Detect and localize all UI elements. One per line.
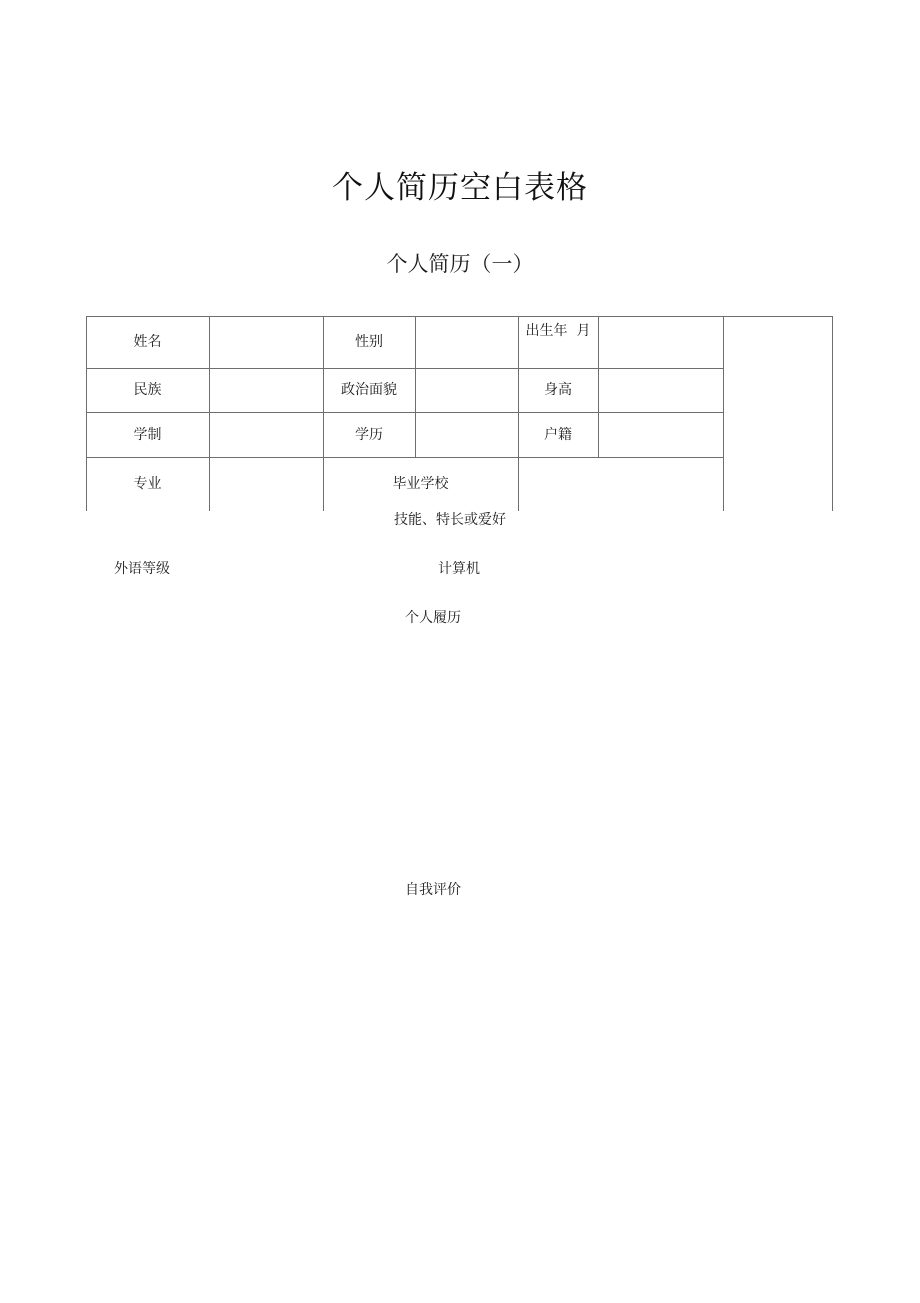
computer-field[interactable]	[490, 556, 830, 582]
ethnicity-field[interactable]	[210, 369, 323, 412]
birth-date-label: 出生年 月	[525, 323, 591, 339]
major-label: 专业	[133, 476, 162, 492]
skills-section-label: 技能、特长或爱好	[394, 512, 506, 528]
self-evaluation-field[interactable]	[86, 904, 833, 1144]
graduated-school-field[interactable]	[519, 458, 723, 511]
photo-field[interactable]	[724, 317, 832, 511]
major-field[interactable]	[210, 458, 323, 511]
name-label: 姓名	[133, 334, 162, 350]
political-status-field[interactable]	[416, 369, 518, 412]
foreign-language-label: 外语等级	[114, 561, 170, 577]
study-length-label: 学制	[133, 427, 162, 443]
height-label: 身高	[544, 382, 572, 398]
skills-field[interactable]	[86, 530, 833, 554]
name-field[interactable]	[210, 317, 323, 368]
education-field[interactable]	[416, 413, 518, 457]
gender-label: 性别	[355, 334, 383, 350]
foreign-language-field[interactable]	[180, 556, 420, 582]
gender-field[interactable]	[416, 317, 518, 368]
computer-label: 计算机	[438, 561, 480, 577]
political-status-label: 政治面貌	[341, 382, 397, 398]
education-label: 学历	[355, 427, 383, 443]
household-register-field[interactable]	[599, 413, 723, 457]
ethnicity-label: 民族	[133, 382, 162, 398]
study-length-field[interactable]	[210, 413, 323, 457]
graduated-school-label: 毕业学校	[392, 476, 449, 492]
household-register-label: 户籍	[544, 427, 572, 443]
work-history-field[interactable]	[86, 632, 833, 872]
birth-date-field[interactable]	[599, 317, 723, 368]
self-evaluation-label: 自我评价	[405, 882, 461, 898]
work-history-label: 个人履历	[405, 610, 461, 626]
document-title: 个人简历空白表格	[332, 170, 588, 206]
table-right-border	[832, 316, 833, 511]
document-subtitle: 个人简历（一）	[386, 252, 534, 276]
height-field[interactable]	[599, 369, 723, 412]
